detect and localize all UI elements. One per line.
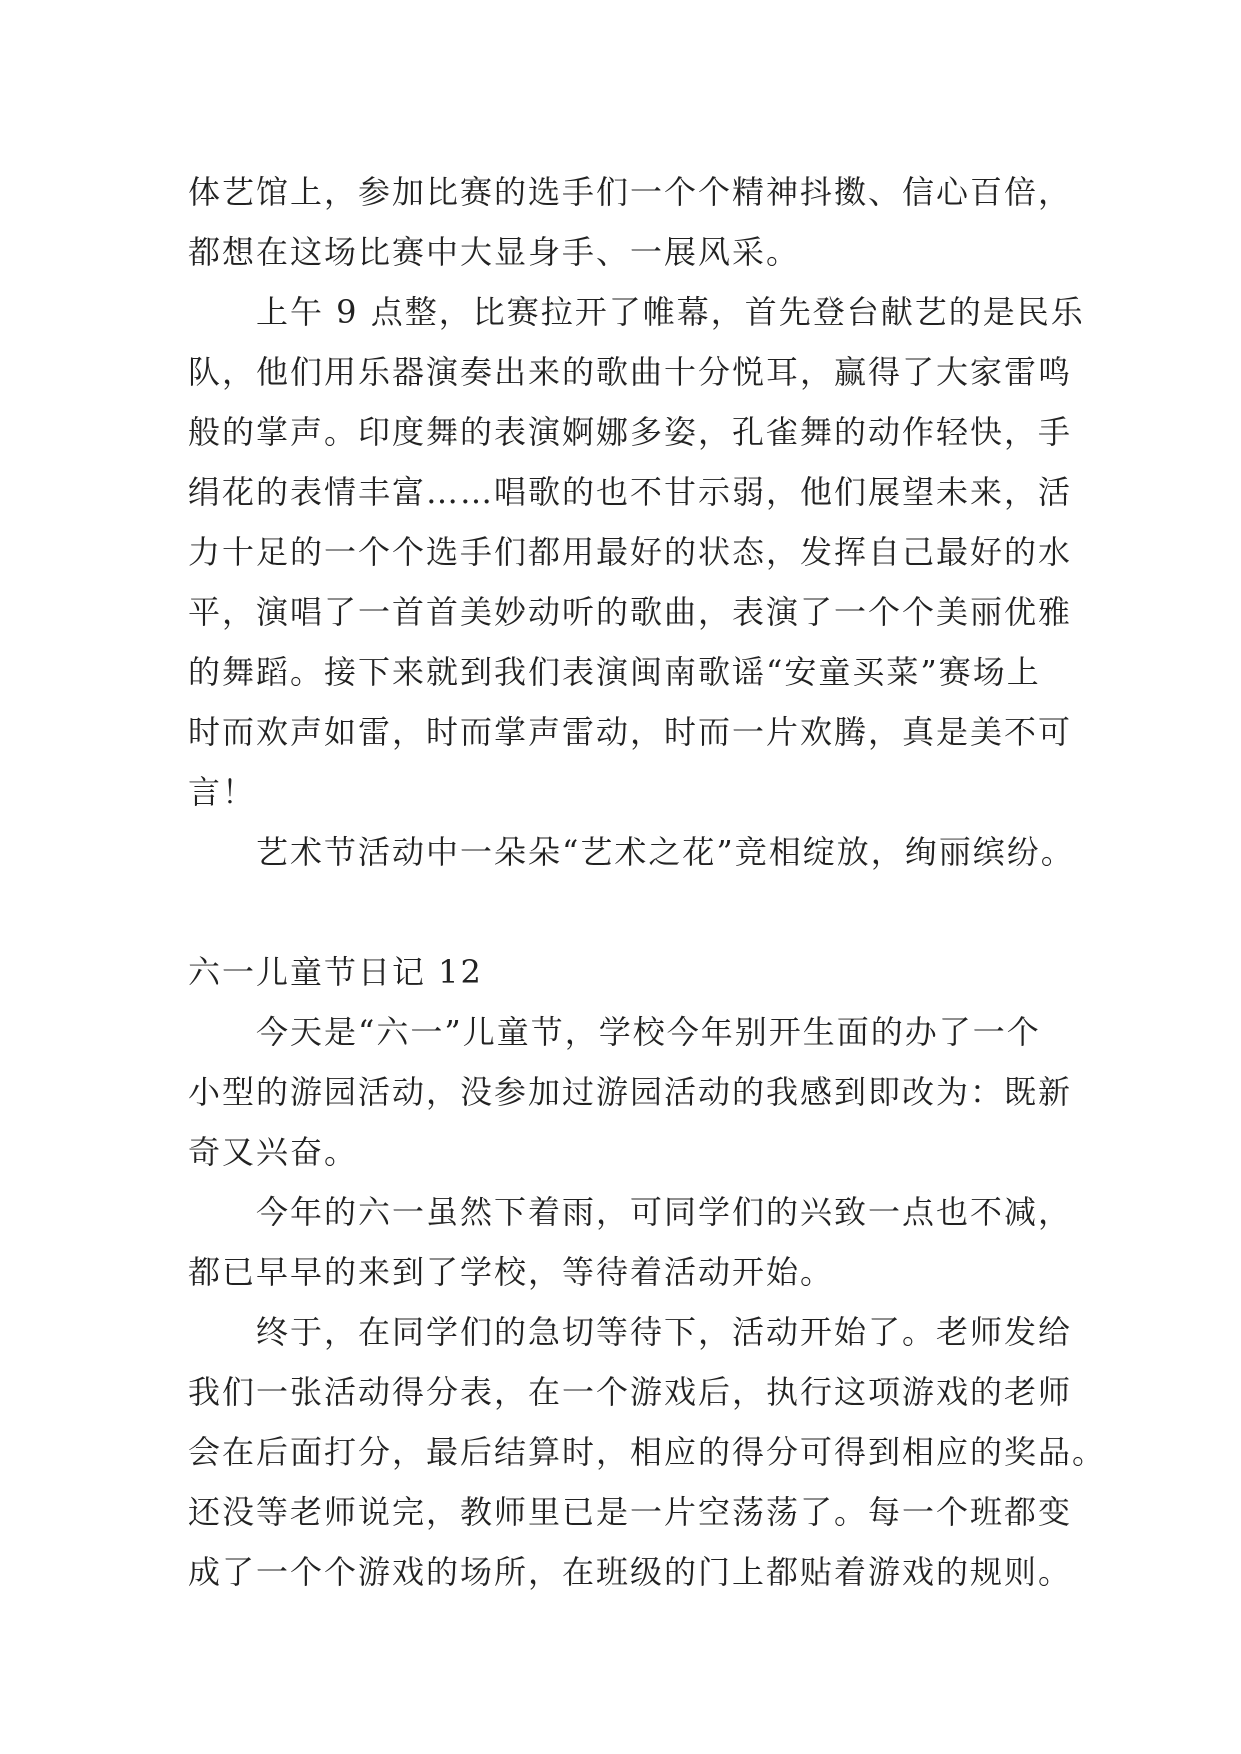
text-line: 言！ <box>188 773 257 811</box>
section-heading: 六一儿童节日记 12 <box>188 953 483 991</box>
text-line: 力十足的一个个选手们都用最好的状态，发挥自己最好的水 <box>188 533 1073 571</box>
document-body <box>188 162 1107 1602</box>
text-line: 都想在这场比赛中大显身手、一展风采。 <box>188 233 801 271</box>
section-gap <box>188 882 1068 942</box>
text-line: 时而欢声如雷，时而掌声雷动，时而一片欢腾，真是美不可 <box>188 713 1073 751</box>
paragraph-start-line: 艺术节活动中一朵朵“艺术之花”竞相绽放，绚丽缤纷。 <box>256 833 1075 871</box>
text-line: 我们一张活动得分表，在一个游戏后，执行这项游戏的老师 <box>188 1373 1073 1411</box>
text-line: 般的掌声。印度舞的表演婀娜多姿，孔雀舞的动作轻快，手 <box>188 413 1073 451</box>
section-childrens-day-diary <box>188 942 1107 1602</box>
text-line: 小型的游园活动，没参加过游园活动的我感到即改为：既新 <box>188 1073 1073 1111</box>
text-line: 成了一个个游戏的场所，在班级的门上都贴着游戏的规则。 <box>188 1553 1073 1591</box>
paragraph-start-line: 终于，在同学们的急切等待下，活动开始了。老师发给 <box>256 1313 1073 1351</box>
section-art-festival <box>188 162 1085 882</box>
text-line: 的舞蹈。接下来就到我们表演闽南歌谣“安童买菜”赛场上 <box>188 653 1041 691</box>
text-line: 都已早早的来到了学校，等待着活动开始。 <box>188 1253 835 1291</box>
text-line: 队，他们用乐器演奏出来的歌曲十分悦耳，赢得了大家雷鸣 <box>188 353 1073 391</box>
text-line: 会在后面打分，最后结算时，相应的得分可得到相应的奖品。 <box>188 1433 1107 1471</box>
text-line: 体艺馆上，参加比赛的选手们一个个精神抖擞、信心百倍， <box>188 173 1073 211</box>
paragraph-start-line: 今天是“六一”儿童节，学校今年别开生面的办了一个 <box>256 1013 1041 1051</box>
text-line: 平，演唱了一首首美妙动听的歌曲，表演了一个个美丽优雅 <box>188 593 1073 631</box>
text-line: 还没等老师说完，教师里已是一片空荡荡了。每一个班都变 <box>188 1493 1073 1531</box>
text-line: 绢花的表情丰富……唱歌的也不甘示弱，他们展望未来，活 <box>188 473 1073 511</box>
text-line: 奇又兴奋。 <box>188 1133 359 1171</box>
paragraph-start-line: 今年的六一虽然下着雨，可同学们的兴致一点也不减， <box>256 1193 1073 1231</box>
paragraph-start-line: 上午 9 点整，比赛拉开了帷幕，首先登台献艺的是民乐 <box>256 293 1085 331</box>
